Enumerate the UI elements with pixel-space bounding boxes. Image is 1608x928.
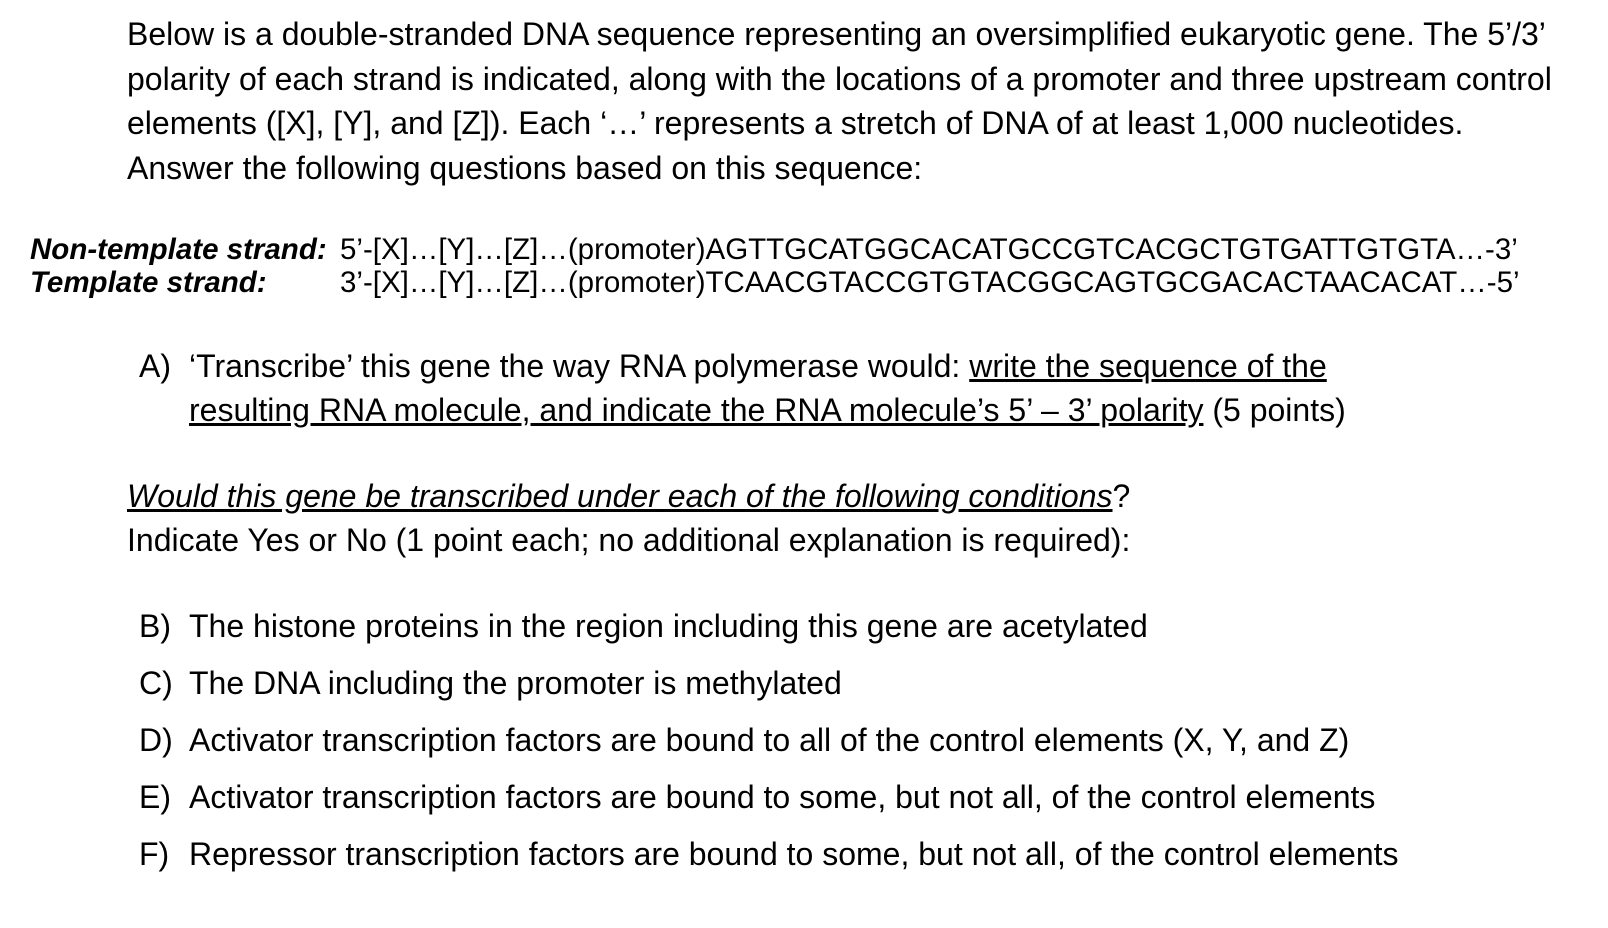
question-b bbox=[139, 604, 1148, 648]
question-text: Repressor transcription factors are bound to some, but not all, of the control elements bbox=[189, 836, 1399, 872]
question-a-text-plain: ‘Transcribe’ this gene the way RNA polymerase would: bbox=[189, 348, 970, 384]
question-a-points: (5 points) bbox=[1203, 392, 1346, 428]
conditions-heading-mark: ? bbox=[1112, 478, 1131, 514]
question-letter: C) bbox=[139, 665, 173, 701]
question-text: Activator transcription factors are bound to all of the control elements (X, Y, and Z) bbox=[189, 722, 1350, 758]
question-d bbox=[139, 718, 1349, 762]
question-c bbox=[139, 661, 842, 705]
question-letter: E) bbox=[139, 779, 171, 815]
non-template-strand-label: Non-template strand: bbox=[30, 233, 327, 266]
question-text: The DNA including the promoter is methylated bbox=[189, 665, 842, 701]
question-letter: D) bbox=[139, 722, 173, 758]
question-a-letter: A) bbox=[139, 348, 171, 384]
template-strand-sequence: 3’-[X]…[Y]…[Z]…(promoter)TCAACGTACCGTGTACGGCAGTGCGACACTAACACAT…-5’ bbox=[340, 266, 1520, 299]
question-a-line-2 bbox=[189, 388, 1346, 432]
question-text: Activator transcription factors are bound to some, but not all, of the control elements bbox=[189, 779, 1376, 815]
question-e bbox=[139, 775, 1375, 819]
question-text: The histone proteins in the region including this gene are acetylated bbox=[189, 608, 1148, 644]
template-strand-row bbox=[30, 266, 1600, 300]
conditions-heading-text: Would this gene be transcribed under each of the following conditions bbox=[127, 478, 1113, 514]
non-template-strand-sequence: 5’-[X]…[Y]…[Z]…(promoter)AGTTGCATGGCACATGCCGTCACGCTGTGATTGTGTA…-3’ bbox=[340, 233, 1518, 266]
question-letter: B) bbox=[139, 608, 171, 644]
template-strand-label: Template strand: bbox=[30, 266, 267, 299]
question-a-text-underlined-2: resulting RNA molecule, and indicate the RNA molecule’s 5’ – 3’ polarity bbox=[189, 392, 1204, 428]
conditions-heading bbox=[127, 474, 1130, 518]
intro-paragraph: Below is a double-stranded DNA sequence representing an oversimplified eukaryotic gene. The 5’/3’ polarity of each strand is indicated, along with the locations of a promoter and three upstream control elements ([X], [Y], and [Z]). Each ‘…’ represents a stretch of DNA of at least 1,000 nucleotides. Answer the following questions based on this sequence: bbox=[127, 16, 1552, 186]
question-a-text-underlined: write the sequence of the bbox=[969, 348, 1327, 384]
question-f bbox=[139, 832, 1399, 876]
question-a-line-1 bbox=[139, 344, 1327, 388]
non-template-strand-row bbox=[30, 233, 1600, 267]
question-letter: F) bbox=[139, 836, 170, 872]
conditions-instructions: Indicate Yes or No (1 point each; no additional explanation is required): bbox=[127, 522, 1131, 558]
